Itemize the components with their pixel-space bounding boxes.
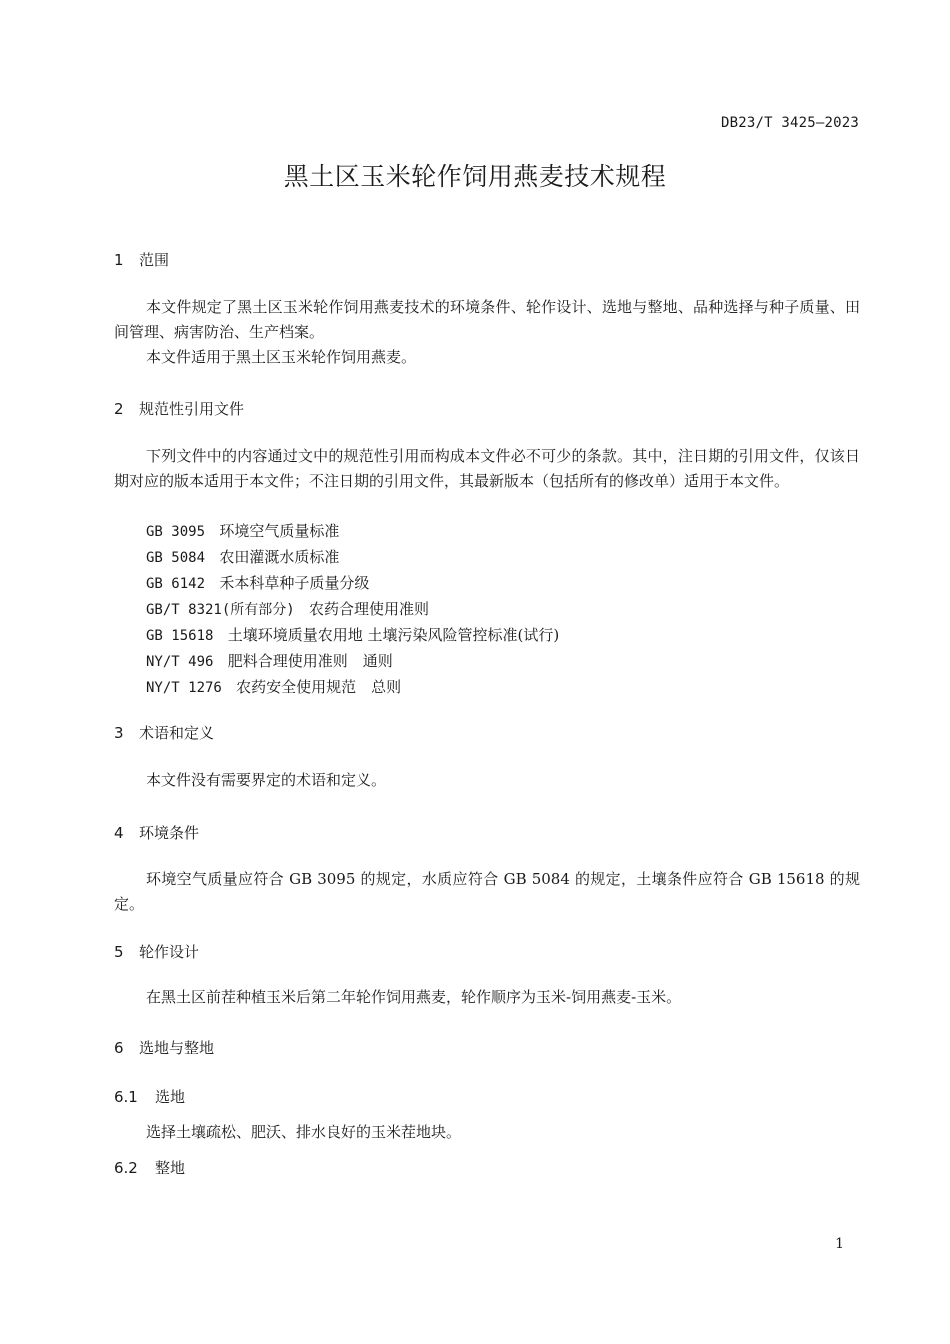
reference-code: NY/T 496 (146, 654, 214, 670)
reference-code: NY/T 1276 (146, 680, 222, 696)
section-5-heading (114, 941, 860, 962)
document-title: 黑土区玉米轮作饲用燕麦技术规程 (283, 162, 667, 191)
section-number: 5 (114, 943, 124, 961)
section-4-heading (114, 822, 860, 843)
section-3-body (114, 768, 860, 793)
paragraph: 本文件没有需要界定的术语和定义。 (146, 771, 387, 789)
subsection-6-2-heading (114, 1157, 860, 1178)
section-3-heading (114, 722, 860, 743)
section-title: 选地与整地 (139, 1039, 215, 1057)
paragraph: 在黑土区前茬种植玉米后第二年轮作饲用燕麦，轮作顺序为玉米-饲用燕麦-玉米。 (146, 988, 682, 1006)
paragraph: 本文件规定了黑土区玉米轮作饲用燕麦技术的环境条件、轮作设计、选地与整地、品种选择与种子质量、田间管理、病害防治、生产档案。 (114, 298, 860, 341)
reference-code: GB 6142 (146, 576, 206, 592)
reference-item (146, 649, 559, 675)
section-title: 范围 (139, 251, 170, 269)
section-title: 轮作设计 (139, 943, 200, 961)
reference-item (146, 623, 559, 649)
paragraph: 下列文件中的内容通过文中的规范性引用而构成本文件必不可少的条款。其中，注日期的引用文件，仅该日期对应的版本适用于本文件；不注日期的引用文件，其最新版本（包括所有的修改单）适用于本文件。 (114, 447, 860, 490)
normative-reference-list (146, 519, 559, 701)
subsection-6-1-heading (114, 1086, 860, 1107)
reference-name: 土壤环境质量农用地 土壤污染风险管控标准(试行) (227, 626, 560, 644)
section-number: 2 (114, 400, 124, 418)
reference-name: 农药合理使用准则 (309, 600, 430, 618)
section-5-body (114, 985, 860, 1010)
section-title: 术语和定义 (139, 724, 215, 742)
section-title: 规范性引用文件 (139, 400, 245, 418)
reference-name: 农田灌溉水质标准 (219, 548, 340, 566)
reference-item (146, 597, 559, 623)
reference-item (146, 675, 559, 701)
reference-name: 禾本科草种子质量分级 (219, 574, 370, 592)
paragraph: 本文件适用于黑土区玉米轮作饲用燕麦。 (146, 348, 417, 366)
section-2-heading (114, 398, 860, 419)
reference-name: 环境空气质量标准 (219, 522, 340, 540)
paragraph: 选择土壤疏松、肥沃、排水良好的玉米茬地块。 (146, 1123, 462, 1141)
reference-code: GB 5084 (146, 550, 206, 566)
reference-item (146, 519, 559, 545)
section-title: 环境条件 (139, 824, 200, 842)
reference-code: GB 15618 (146, 628, 214, 644)
reference-name: 农药安全使用规范 总则 (236, 678, 402, 696)
subsection-number: 6.2 (114, 1159, 138, 1177)
subsection-6-1-body (114, 1120, 860, 1145)
section-number: 4 (114, 824, 124, 842)
subsection-title: 选地 (155, 1088, 186, 1106)
section-number: 1 (114, 251, 124, 269)
reference-item (146, 571, 559, 597)
paragraph: 环境空气质量应符合 GB 3095 的规定，水质应符合 GB 5084 的规定，土壤条件应符合 GB 15618 的规定。 (114, 870, 860, 913)
subsection-title: 整地 (155, 1159, 186, 1177)
page-number: 1 (835, 1236, 844, 1252)
section-number: 6 (114, 1039, 124, 1057)
section-4-body (114, 867, 860, 917)
document-code: DB23/T 3425—2023 (720, 115, 859, 131)
reference-code: GB 3095 (146, 524, 206, 540)
section-number: 3 (114, 724, 124, 742)
reference-name: 肥料合理使用准则 通则 (227, 652, 393, 670)
section-2-body (114, 444, 860, 494)
reference-code: GB/T 8321(所有部分) (146, 602, 295, 618)
subsection-number: 6.1 (114, 1088, 138, 1106)
section-1-heading (114, 249, 860, 270)
section-6-heading (114, 1037, 860, 1058)
section-1-body (114, 295, 860, 370)
reference-item (146, 545, 559, 571)
